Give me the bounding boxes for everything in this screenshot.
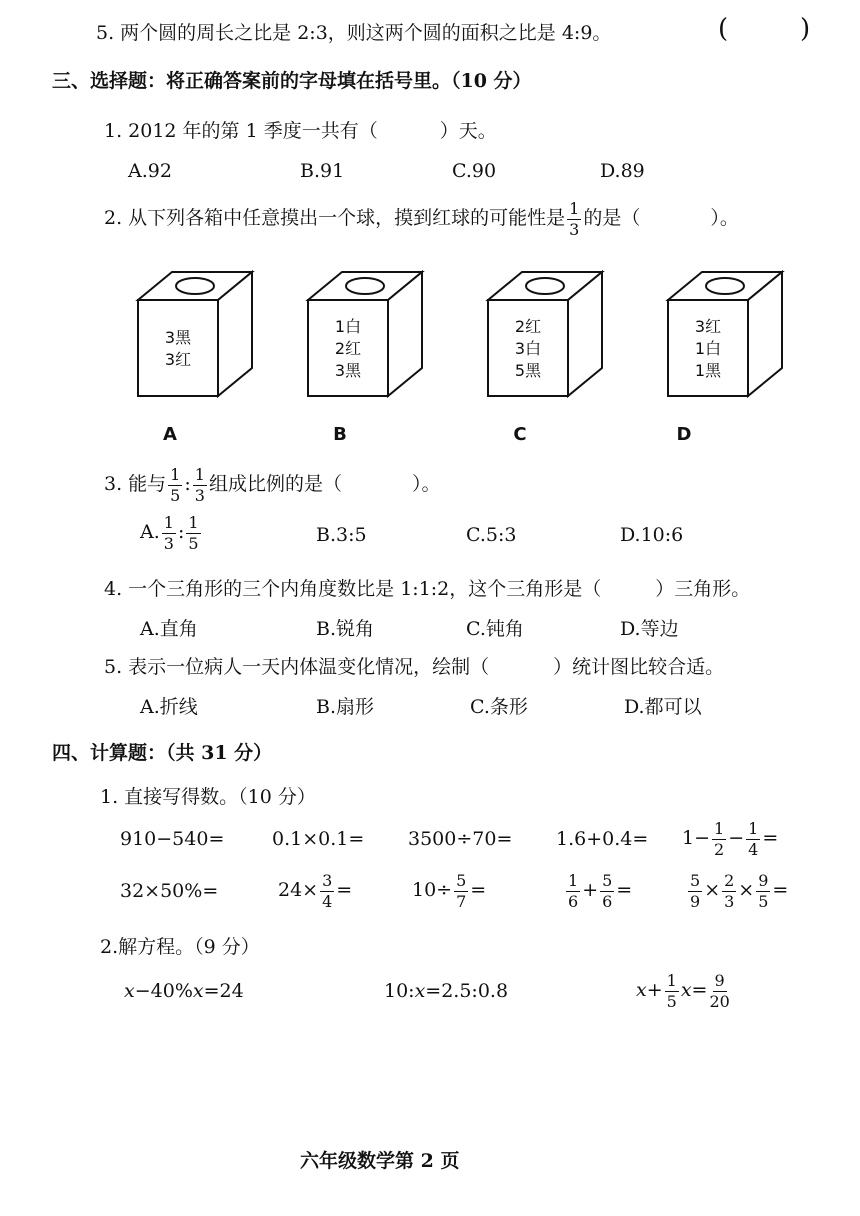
q3-fraction-2: $\frac{1}{3}$ [194,464,205,505]
calc1-title: 1. 直接写得数。（10 分） [100,786,316,808]
q1-option-c: C.90 [452,160,497,182]
q5-stem [104,652,724,679]
q5-option-a: A.折线 [140,696,198,718]
q1-stem-a: 1. 2012 年的第 1 季度一共有（ [104,120,378,142]
q4-stem [104,574,750,601]
q1-option-b: B.91 [300,160,345,182]
q2-fraction: $\frac{1}{3}$ [569,198,580,239]
q1-option-a: A.92 [128,160,172,182]
q2-box-b-line: 2红 [334,339,362,358]
q2-box-c-label: C [513,424,527,445]
q2-boxes-figure [0,262,860,452]
q2-box-c-line: 5黑 [514,361,542,380]
q2-box-d-line: 3红 [694,317,722,336]
q3-stem-a: 3. 能与 [104,473,167,495]
q5-stem-b: ）统计图比较合适。 [553,656,725,678]
calc2-title: 2.解方程。（9 分） [100,936,260,958]
q2-stem-b: 的是（ [583,207,641,229]
q5-option-b: B.扇形 [316,696,375,718]
q3-option-c: C.5:3 [466,524,517,546]
q3-stem-b: 组成比例的是（ [208,473,342,495]
calc2-eq3-fraction-1: $\frac{1}{5}$ [666,970,677,1011]
calc1-r1-e-fraction-1: $\frac{1}{2}$ [714,818,725,859]
q2-box-a [138,272,252,445]
q2-stem-a: 2. 从下列各箱中任意摸出一个球，摸到红球的可能性是 [104,207,566,229]
q3-option-a-fraction-1: $\frac{1}{3}$ [163,512,174,553]
q4-stem-b: ）三角形。 [655,578,751,600]
calc1-r2-e-fraction-2: $\frac{2}{3}$ [724,870,735,911]
calc1-r2-e-fraction-1: $\frac{5}{9}$ [690,870,701,911]
calc1-r2-d-fraction-2: $\frac{5}{6}$ [602,870,613,911]
section-3-title: 三、选择题：将正确答案前的字母填在括号里。（10 分） [52,70,532,92]
q2-box-d-line: 1黑 [694,361,722,380]
q5-option-d: D.都可以 [624,696,702,718]
calc2-eq1: x−40%x=24 [124,980,244,1002]
calc1-r1-b: 0.1×0.1= [272,828,365,850]
q2-box-d-line: 1白 [694,339,722,358]
calc2-eq3: x+ $\frac{1}{5}$ x= $\frac{9}{20}$ [636,970,730,1011]
q3-stem-c: ）。 [411,473,441,495]
q4-option-d: D.等边 [620,618,679,640]
calc1-r2-e-fraction-3: $\frac{9}{5}$ [758,870,769,911]
q2-box-c-line: 3白 [514,339,542,358]
calc1-r2-c: 10÷ $\frac{5}{7}$ = [412,870,487,911]
q2-box-d [668,272,782,445]
tf-answer-paren-left: ( [718,14,729,44]
calc1-r2-d-fraction-1: $\frac{1}{6}$ [568,870,579,911]
q1-stem-b: ）天。 [439,120,497,142]
q2-box-a-line: 3红 [164,350,192,369]
calc1-r2-b: 24× $\frac{3}{4}$ = [278,870,353,911]
q3-colon: : [184,473,191,495]
q2-stem-c: ）。 [710,207,739,229]
q3-fraction-1: $\frac{1}{5}$ [170,464,181,505]
q5-stem-a: 5. 表示一位病人一天内体温变化情况，绘制（ [104,656,490,678]
q2-box-b [308,272,422,445]
q3-option-a: A. $\frac{1}{3}$ : $\frac{1}{5}$ [140,512,199,553]
q5-option-c: C.条形 [470,696,528,718]
q4-stem-a: 4. 一个三角形的三个内角度数比是 1:1:2，这个三角形是（ [104,578,602,600]
q2-stem [104,198,739,238]
section-4-title: 四、计算题：（共 31 分） [52,742,273,764]
calc1-r1-d: 1.6+0.4= [556,828,649,850]
q2-box-d-label: D [676,424,692,445]
q3-option-d: D.10:6 [620,524,684,546]
q1-stem [104,116,497,143]
q3-stem [104,464,440,504]
calc2-eq3-fraction-2: $\frac{9}{20}$ [709,970,730,1011]
calc1-r1-c: 3500÷70= [408,828,513,850]
q2-box-b-line: 3黑 [334,361,362,380]
calc1-r2-b-fraction: $\frac{3}{4}$ [322,870,333,911]
calc1-r1-e: 1− $\frac{1}{2}$ − $\frac{1}{4}$ = [682,818,779,859]
q3-option-b: B.3:5 [316,524,367,546]
q2-box-a-line: 3黑 [164,328,192,347]
tf-question-5 [96,18,611,45]
q2-box-c-line: 2红 [514,317,542,336]
q2-box-c [488,272,602,445]
q4-option-c: C.钝角 [466,618,524,640]
page-footer: 六年级数学第 2 页 [300,1150,460,1172]
q2-box-b-label: B [333,424,347,445]
q4-option-b: B.锐角 [316,618,375,640]
q4-option-a: A.直角 [140,618,198,640]
calc1-r2-e: $\frac{5}{9}$ × $\frac{2}{3}$ × $\frac{9}{5}$ = [690,870,789,911]
q1-option-d: D.89 [600,160,645,182]
calc1-r1-e-fraction-2: $\frac{1}{4}$ [748,818,759,859]
calc1-r2-d: $\frac{1}{6}$ + $\frac{5}{6}$ = [568,870,633,911]
tf-question-5-text: 5. 两个圆的周长之比是 2:3，则这两个圆的面积之比是 4:9。 [96,22,612,44]
q3-option-a-fraction-2: $\frac{1}{5}$ [188,512,199,553]
calc1-r2-a: 32×50%= [120,880,219,902]
q2-box-b-line: 1白 [334,317,362,336]
q2-box-a-label: A [163,424,177,445]
calc1-r2-c-fraction: $\frac{5}{7}$ [456,870,467,911]
calc1-r1-a: 910−540= [120,828,225,850]
calc2-eq2: 10:x=2.5:0.8 [384,980,509,1002]
tf-answer-paren-right: ) [800,14,811,44]
